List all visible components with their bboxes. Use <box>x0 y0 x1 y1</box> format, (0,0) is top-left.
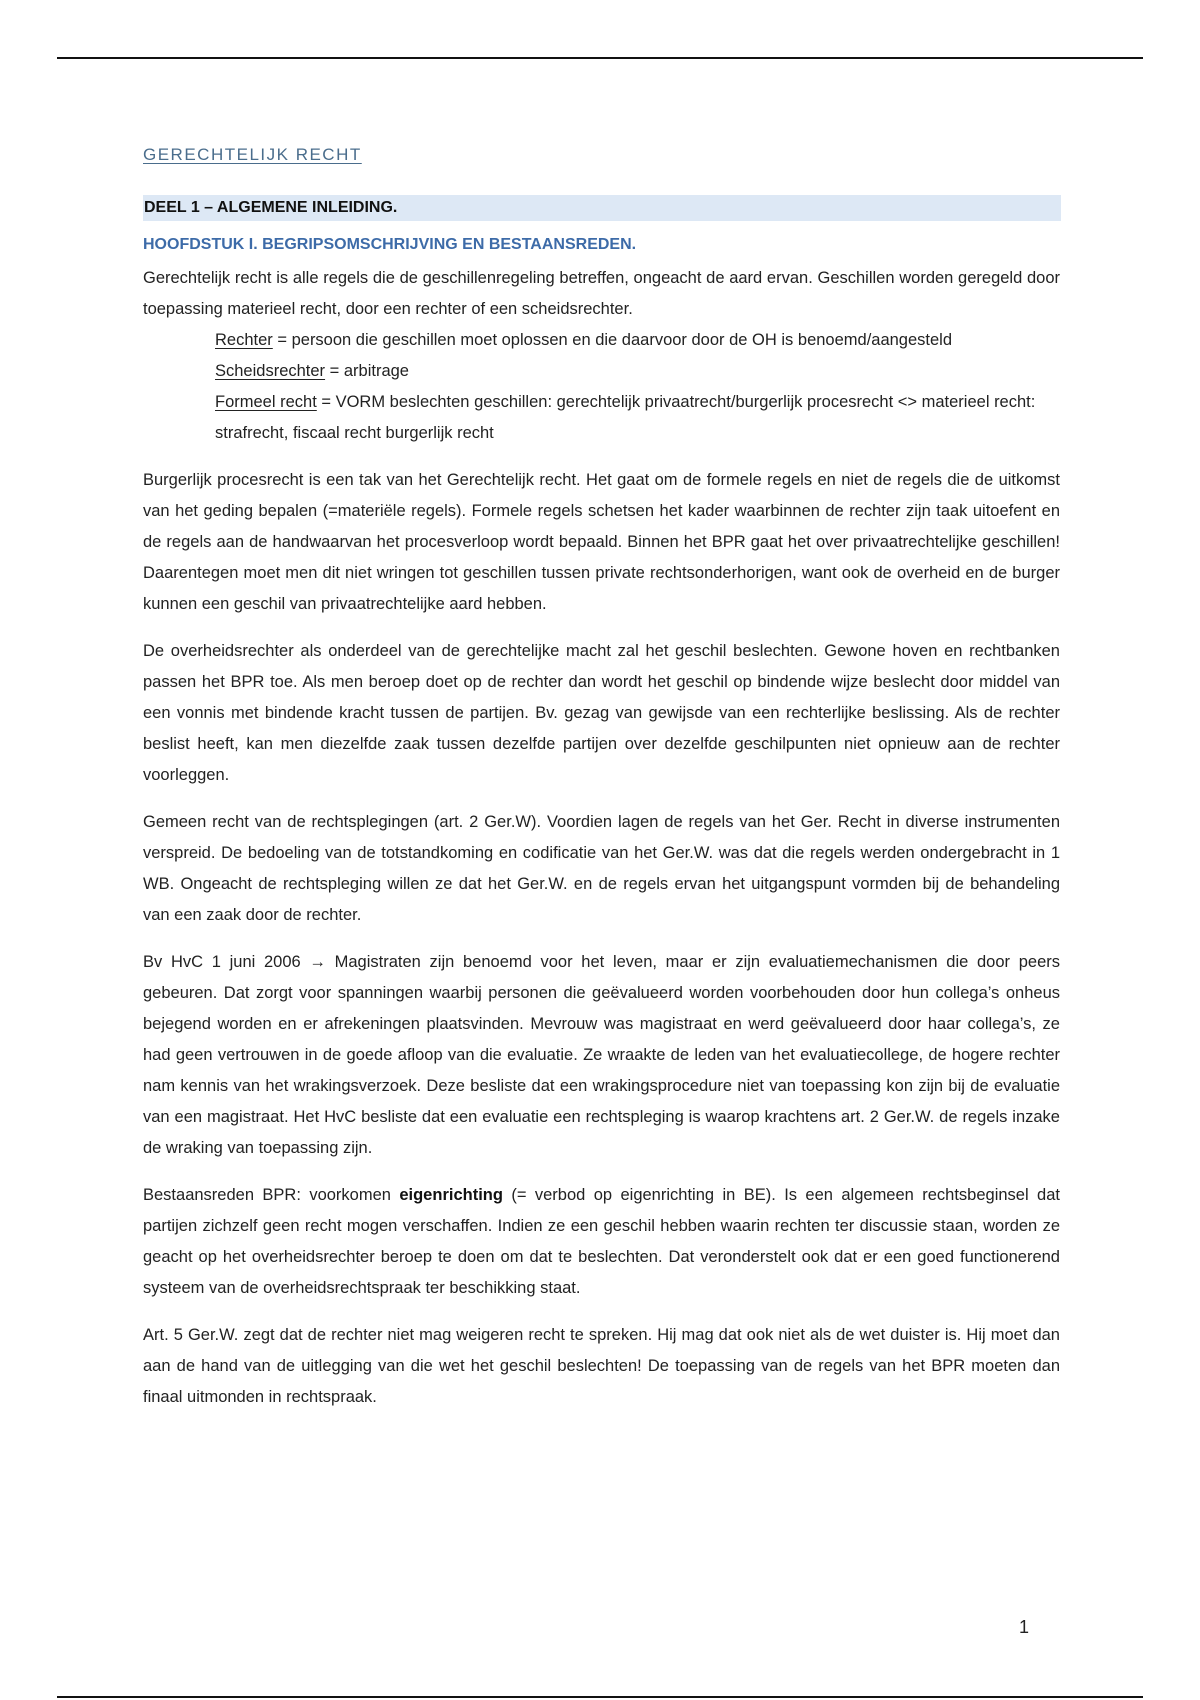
definition-term: Rechter <box>215 331 273 349</box>
paragraph-hvc-example: Bv HvC 1 juni 2006 → Magistraten zijn benoemd voor het leven, maar er zijn evaluatiemechanismen die door peers gebeuren. Dat zorgt voor spanningen waarbij personen die geëvalueerd worden voorbehouden door hun collega’s onheus bejegend worden en er afrekeningen plaatsvinden. Mevrouw was magistraat en werd geëvalueerd door haar collega’s, ze had geen vertrouwen in de goede afloop van die evaluatie. Ze wraakte de leden van het evaluatiecollege, de hogere rechter nam kennis van het wrakingsverzoek. Deze besliste dat een wrakingsprocedure niet van toepassing kon zijn bij de evaluatie van een magistraat. Het HvC besliste dat een evaluatie een rechtspleging is waarop krachtens art. 2 Ger.W. de regels inzake de wraking van toepassing zijn. <box>143 953 1060 1157</box>
definition-text: = arbitrage <box>325 362 409 380</box>
definition-rechter <box>215 325 1090 356</box>
definition-formeel-recht <box>215 387 1090 449</box>
page-number: 1 <box>1019 1617 1030 1637</box>
intro-paragraph: Gerechtelijk recht is alle regels die de geschillenregeling betreffen, ongeacht de aard ervan. Geschillen worden geregeld door toepassing materieel recht, door een rechter of een scheidsrechter. <box>143 269 1060 318</box>
definition-term: Formeel recht <box>215 393 317 411</box>
paragraph-bestaansreden <box>143 1180 1060 1304</box>
paragraph-burgerlijk-procesrecht: Burgerlijk procesrecht is een tak van het Gerechtelijk recht. Het gaat om de formele regels en niet de regels die de uitkomst van het geding bepalen (=materiële regels). Formele regels schetsen het kader waarbinnen de rechter zijn taak uitoefent en de regels aan de handwaarvan het procesverloop wordt bepaald. Binnen het BPR gaat het over privaatrechtelijke geschillen! Daarentegen moet men dit niet wringen tot geschillen tussen private rechtsonderhorigen, want ook de overheid en de burger kunnen een geschil van privaatrechtelijke aard hebben. <box>143 471 1060 613</box>
document-title: GERECHTELIJK RECHT <box>143 145 362 164</box>
bold-term: eigenrichting <box>399 1186 503 1204</box>
paragraph-text: Bestaansreden BPR: voorkomen <box>143 1186 400 1204</box>
definition-list <box>215 325 1090 449</box>
paragraph-overheidsrechter: De overheidsrechter als onderdeel van de gerechtelijke macht zal het geschil beslechten. Gewone hoven en rechtbanken passen het BPR toe. Als men beroep doet op de rechter dan wordt het geschil op bindende wijze beslecht door middel van een vonnis met bindende kracht tussen de partijen. Bv. gezag van gewijsde van een rechterlijke beslissing. Als de rechter beslist heeft, kan men diezelfde zaak tussen dezelfde partijen over dezelfde geschilpunten niet opnieuw aan de rechter voorleggen. <box>143 642 1060 784</box>
definition-term: Scheidsrechter <box>215 362 326 380</box>
part-heading: DEEL 1 – ALGEMENE INLEIDING. <box>143 195 1061 221</box>
paragraph-gemeen-recht: Gemeen recht van de rechtsplegingen (art. 2 Ger.W). Voordien lagen de regels van het Ger. Recht in diverse instrumenten verspreid. De bedoeling van de totstandkoming en codificatie van het Ger.W. was dat die regels werden ondergebracht in 1 WB. Ongeacht de rechtspleging willen ze dat het Ger.W. en de regels ervan het uitgangspunt vormden bij de behandeling van een zaak door de rechter. <box>143 813 1060 924</box>
definition-text: = persoon die geschillen moet oplossen en die daarvoor door de OH is benoemd/aangesteld <box>272 331 953 349</box>
paragraph-text: (= verbod op eigenrichting in BE). Is een algemeen rechtsbeginsel dat partijen zichzelf geen recht mogen verschaffen. Indien ze een geschil hebben waarin rechten ter discussie staan, worden ze geacht op het overheidsrechter beroep te doen om dat te beslechten. Dat veronderstelt ook dat er een goed functionerend systeem van de overheidsrechtspraak ter beschikking staat. <box>143 1186 1060 1297</box>
document-body <box>143 143 1060 1413</box>
definition-text: = VORM beslechten geschillen: gerechtelijk privaatrecht/burgerlijk procesrecht <> materieel recht: strafrecht, fiscaal recht burgerlijk recht <box>215 393 1036 442</box>
definition-scheidsrechter <box>215 356 1090 387</box>
paragraph-art-5: Art. 5 Ger.W. zegt dat de rechter niet mag weigeren recht te spreken. Hij mag dat ook niet als de wet duister is. Hij moet dan aan de hand van de uitlegging van die wet het geschil beslechten! De toepassing van de regels van het BPR moeten dan finaal uitmonden in rechtspraak. <box>143 1326 1060 1406</box>
chapter-heading: HOOFDSTUK I. BEGRIPSOMSCHRIJVING EN BESTAANSREDEN. <box>143 236 637 253</box>
footer-rule <box>57 1696 1143 1698</box>
header-rule <box>57 57 1143 59</box>
